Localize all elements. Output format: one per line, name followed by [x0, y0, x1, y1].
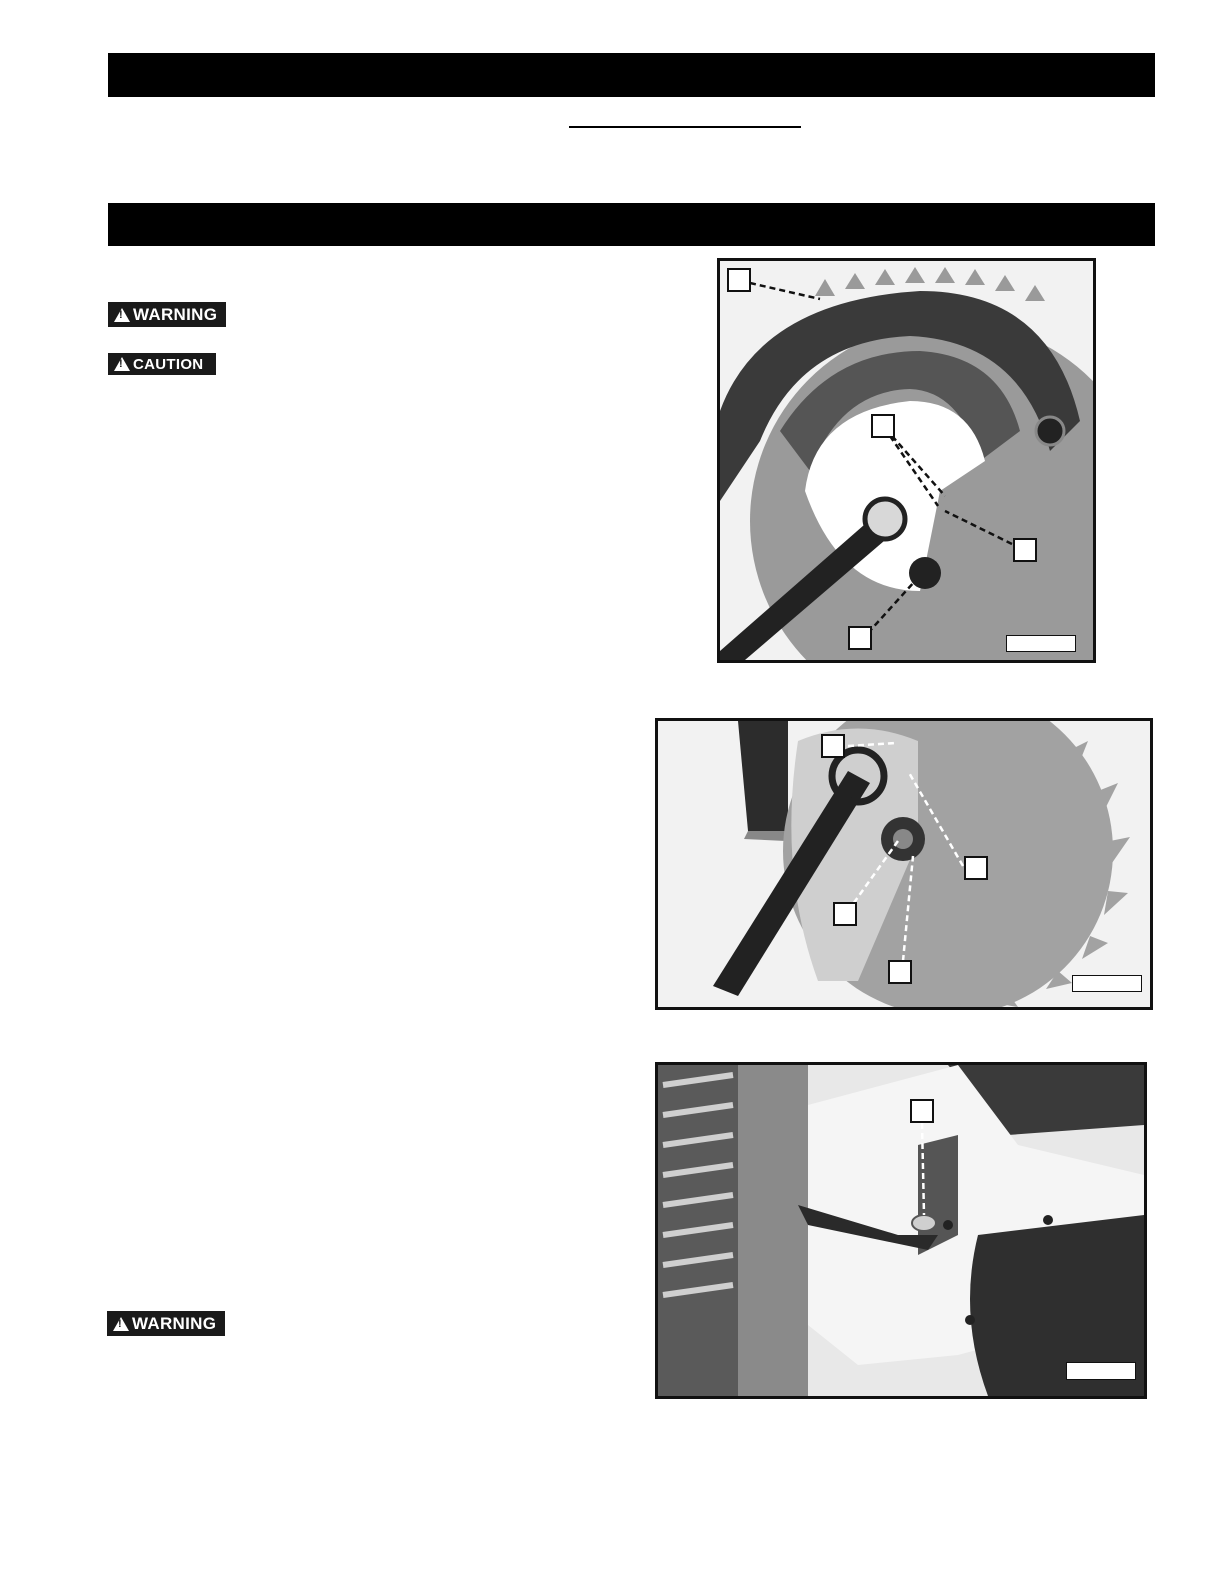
warning-triangle-icon [114, 308, 130, 322]
callout-box [849, 627, 871, 649]
callout-box [889, 961, 911, 983]
figure-label-box [1072, 975, 1142, 992]
callout-box [965, 857, 987, 879]
title-underline [569, 126, 801, 128]
figure-blade-guard [717, 258, 1096, 663]
caution-badge-label: CAUTION [133, 355, 204, 373]
warning-badge-label: WARNING [132, 1313, 217, 1333]
warning-badge-label: WARNING [133, 304, 218, 324]
callout-box [911, 1100, 933, 1122]
section-header-bar-second [108, 203, 1155, 246]
callout-box [728, 269, 750, 291]
caution-badge [108, 353, 216, 375]
figure-blade-arbor [655, 718, 1153, 1010]
callout-box [834, 903, 856, 925]
callout-box [872, 415, 894, 437]
figure-label-box [1006, 635, 1076, 652]
section-header-bar-top [108, 53, 1155, 97]
warning-badge-top [108, 302, 226, 327]
blade-arbor-illustration [658, 721, 1150, 1007]
spindle-lock-illustration [658, 1065, 1144, 1396]
warning-triangle-icon [114, 357, 130, 371]
figure-spindle-lock [655, 1062, 1147, 1399]
warning-badge-bottom [107, 1311, 225, 1336]
warning-triangle-icon [113, 1317, 129, 1331]
callout-box [822, 735, 844, 757]
blade-guard-illustration [720, 261, 1093, 660]
callout-box [1014, 539, 1036, 561]
figure-label-box [1066, 1362, 1136, 1380]
